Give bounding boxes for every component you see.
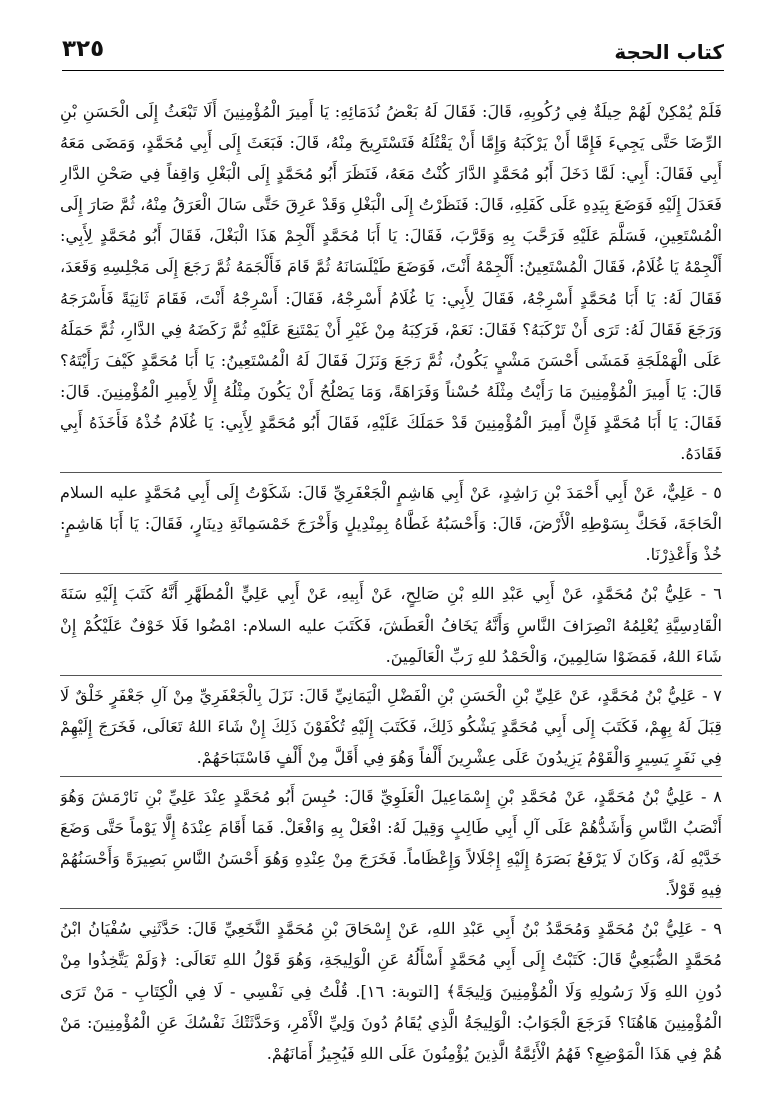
separator: [60, 905, 722, 913]
separator: [60, 469, 722, 477]
separator: [60, 773, 722, 781]
page-header: [62, 26, 724, 71]
book-title: كتاب الحجة: [614, 40, 724, 64]
hadith-continuation: فَلَمْ يُمْكِنْ لَهُمْ حِيلَةٌ فِي رُكُوبِهِ، قَالَ: فَقَالَ لَهُ بَعْضُ نُدَمَائِهِ: يَا أَمِيرَ الْمُؤْمِنِينَ أَلَا تَبْعَثُ إِلَى الْحَسَنِ بْنِ الرِّضَا حَتَّى يَجِيءَ فَإِمَّا أَنْ يَرْكَبَهُ وَإِمَّا أَنْ يَقْتُلَهُ فَتَسْتَرِيحَ مِنْهُ، قَالَ: فَبَعَثَ إِلَى أَبِي مُحَمَّدٍ، وَمَضَى مَعَهُ أَبِي فَقَالَ: أَبِي: لَمَّا دَخَلَ أَبُو مُحَمَّدٍ الدَّارَ كُنْتُ مَعَهُ، فَنَظَرَ أَبُو مُحَمَّدٍ إِلَى الْبَغْلِ وَاقِفاً فِي صَحْنِ الدَّارِ فَعَدَلَ إِلَيْهِ فَوَضَعَ بِيَدِهِ عَلَى كَفَلِهِ، قَالَ: فَنَظَرْتُ إِلَى الْبَغْلِ وَقَدْ عَرِقَ حَتَّى سَالَ الْعَرَقُ مِنْهُ، ثُمَّ صَارَ إِلَى الْمُسْتَعِينِ، فَسَلَّمَ عَلَيْهِ فَرَحَّبَ بِهِ وَقَرَّبَ، فَقَالَ: يَا أَبَا مُحَمَّدٍ أَلْجِمْ هَذَا الْبَغْلَ، فَقَالَ أَبُو مُحَمَّدٍ لِأَبِي: أَلْجِمْهُ يَا غُلَامُ، فَقَالَ الْمُسْتَعِينُ: أَلْجِمْهُ أَنْتَ، فَوَضَعَ طَيْلَسَانَهُ ثُمَّ قَامَ فَأَلْجَمَهُ ثُمَّ رَجَعَ إِلَى مَجْلِسِهِ وَقَعَدَ، فَقَالَ لَهُ: يَا أَبَا مُحَمَّدٍ أَسْرِجْهُ، فَقَالَ لِأَبِي: يَا غُلَامُ أَسْرِجْهُ، فَقَالَ: أَسْرِجْهُ أَنْتَ، فَقَامَ ثَانِيَةً فَأَسْرَجَهُ وَرَجَعَ فَقَالَ لَهُ: تَرَى أَنْ تَرْكَبَهُ؟ فَقَالَ: نَعَمْ، فَرَكِبَهُ مِنْ غَيْرِ أَنْ يَمْتَنِعَ عَلَيْهِ ثُمَّ رَكَضَهُ فِي الدَّارِ، ثُمَّ حَمَلَهُ عَلَى الْهَمْلَجَةِ فَمَشَى أَحْسَنَ مَشْيٍ يَكُونُ، ثُمَّ رَجَعَ وَنَزَلَ فَقَالَ لَهُ الْمُسْتَعِينُ: يَا أَبَا مُحَمَّدٍ كَيْفَ رَأَيْتَهُ؟ قَالَ: يَا أَمِيرَ الْمُؤْمِنِينَ مَا رَأَيْتُ مِثْلَهُ حُسْناً وَفَرَاهَةً، وَمَا يَصْلُحُ أَنْ يَكُونَ مِثْلُهُ إِلَّا لِأَمِيرِ الْمُؤْمِنِينَ. قَالَ: فَقَالَ: يَا أَبَا مُحَمَّدٍ فَإِنَّ أَمِيرَ الْمُؤْمِنِينَ قَدْ حَمَلَكَ عَلَيْهِ، فَقَالَ أَبُو مُحَمَّدٍ لِأَبِي: يَا غُلَامُ خُذْهُ فَأَخَذَهُ أَبِي فَقَادَهُ.: [60, 102, 722, 464]
hadith-6: ٦ - عَلِيُّ بْنُ مُحَمَّدٍ، عَنْ أَبِي عَبْدِ اللهِ بْنِ صَالِحٍ، عَنْ أَبِيهِ، عَنْ أَبِي عَلِيٍّ الْمُطَهَّرِ أَنَّهُ كَتَبَ إِلَيْهِ سَنَةَ الْقَادِسِيَّةِ يُعْلِمُهُ انْصِرَافَ النَّاسِ وَأَنَّهُ يَخَافُ الْعَطَشَ، فَكَتَبَ عليه السلام: امْضُوا فَلَا خَوْفٌ عَلَيْكُمْ إِنْ شَاءَ اللهُ، فَمَضَوْا سَالِمِينَ، وَالْحَمْدُ للهِ رَبِّ الْعَالَمِينَ.: [60, 584, 722, 666]
page-text: [60, 96, 722, 1075]
hadith-8: ٨ - عَلِيُّ بْنُ مُحَمَّدٍ، عَنْ مُحَمَّدِ بْنِ إِسْمَاعِيلَ الْعَلَوِيِّ قَالَ: حُبِسَ أَبُو مُحَمَّدٍ عِنْدَ عَلِيِّ بْنِ نَارْمَشَ وَهُوَ أَنْصَبُ النَّاسِ وَأَشَدُّهُمْ عَلَى آلِ أَبِي طَالِبٍ وَقِيلَ لَهُ: افْعَلْ بِهِ وَافْعَلْ. فَمَا أَقَامَ عِنْدَهُ إِلَّا يَوْماً حَتَّى وَضَعَ خَدَّيْهِ لَهُ، وَكَانَ لَا يَرْفَعُ بَصَرَهُ إِلَيْهِ إِجْلَالاً وَإِعْظَاماً. فَخَرَجَ مِنْ عِنْدِهِ وَهُوَ أَحْسَنُ النَّاسِ بَصِيرَةً وَأَحْسَنُهُمْ فِيهِ قَوْلاً.: [60, 786, 722, 900]
hadith-5: ٥ - عَلِيٌّ، عَنْ أَبِي أَحْمَدَ بْنِ رَاشِدٍ، عَنْ أَبِي هَاشِمٍ الْجَعْفَرِيِّ قَالَ: شَكَوْتُ إِلَى أَبِي مُحَمَّدٍ عليه السلام الْحَاجَةَ، فَحَكَّ بِسَوْطِهِ الْأَرْضَ، قَالَ: وَأَحْسَبُهُ غَطَّاهُ بِمِنْدِيلٍ وَأَخْرَجَ خَمْسَمِائَةِ دِينَارٍ، فَقَالَ: يَا أَبَا هَاشِمٍ: خُذْ وَأَعْذِرْنَا.: [60, 483, 722, 565]
separator: [60, 672, 722, 680]
hadith-9: ٩ - عَلِيُّ بْنُ مُحَمَّدٍ وَمُحَمَّدُ بْنُ أَبِي عَبْدِ اللهِ، عَنْ إِسْحَاقَ بْنِ مُحَمَّدٍ النَّخَعِيِّ قَالَ: حَدَّثَنِي سُفْيَانُ ابْنُ مُحَمَّدٍ الضُّبَعِيُّ قَالَ: كَتَبْتُ إِلَى أَبِي مُحَمَّدٍ أَسْأَلُهُ عَنِ الْوَلِيجَةِ، وَهُوَ قَوْلُ اللهِ تَعَالَى: ﴿وَلَمْ يَتَّخِذُوا مِنْ دُونِ اللهِ وَلَا رَسُولِهِ وَلَا الْمُؤْمِنِينَ وَلِيجَةً﴾ [التوبة: ١٦]. قُلْتُ فِي نَفْسِي - لَا فِي الْكِتَابِ - مَنْ تَرَى الْمُؤْمِنِينَ هَاهُنَا؟ فَرَجَعَ الْجَوَابُ: الْوَلِيجَةُ الَّذِي يُقَامُ دُونَ وَلِيِّ الْأَمْرِ، وَحَدَّثَتْكَ نَفْسُكَ عَنِ الْمُؤْمِنِينَ: مَنْ هُمْ فِي هَذَا الْمَوْضِعِ؟ فَهُمُ الْأَئِمَّةُ الَّذِينَ يُؤْمِنُونَ عَلَى اللهِ فَيُجِيزُ أَمَانَهُمْ.: [60, 919, 722, 1063]
hadith-7: ٧ - عَلِيُّ بْنُ مُحَمَّدٍ، عَنْ عَلِيِّ بْنِ الْحَسَنِ بْنِ الْفَضْلِ الْيَمَانِيِّ قَالَ: نَزَلَ بِالْجَعْفَرِيِّ مِنْ آلِ جَعْفَرٍ خَلْقٌ لَا قِبَلَ لَهُ بِهِمْ، فَكَتَبَ إِلَى أَبِي مُحَمَّدٍ يَشْكُو ذَلِكَ، فَكَتَبَ إِلَيْهِ تُكْفَوْنَ ذَلِكَ إِنْ شَاءَ اللهُ تَعَالَى، فَخَرَجَ إِلَيْهِمْ فِي نَفَرٍ يَسِيرٍ وَالْقَوْمُ يَزِيدُونَ عَلَى عِشْرِينَ أَلْفاً وَهُوَ فِي أَقَلَّ مِنْ أَلْفٍ فَاسْتَبَاحَهُمْ.: [60, 685, 722, 767]
page-number: ٣٢٥: [62, 36, 105, 62]
separator: [60, 570, 722, 578]
